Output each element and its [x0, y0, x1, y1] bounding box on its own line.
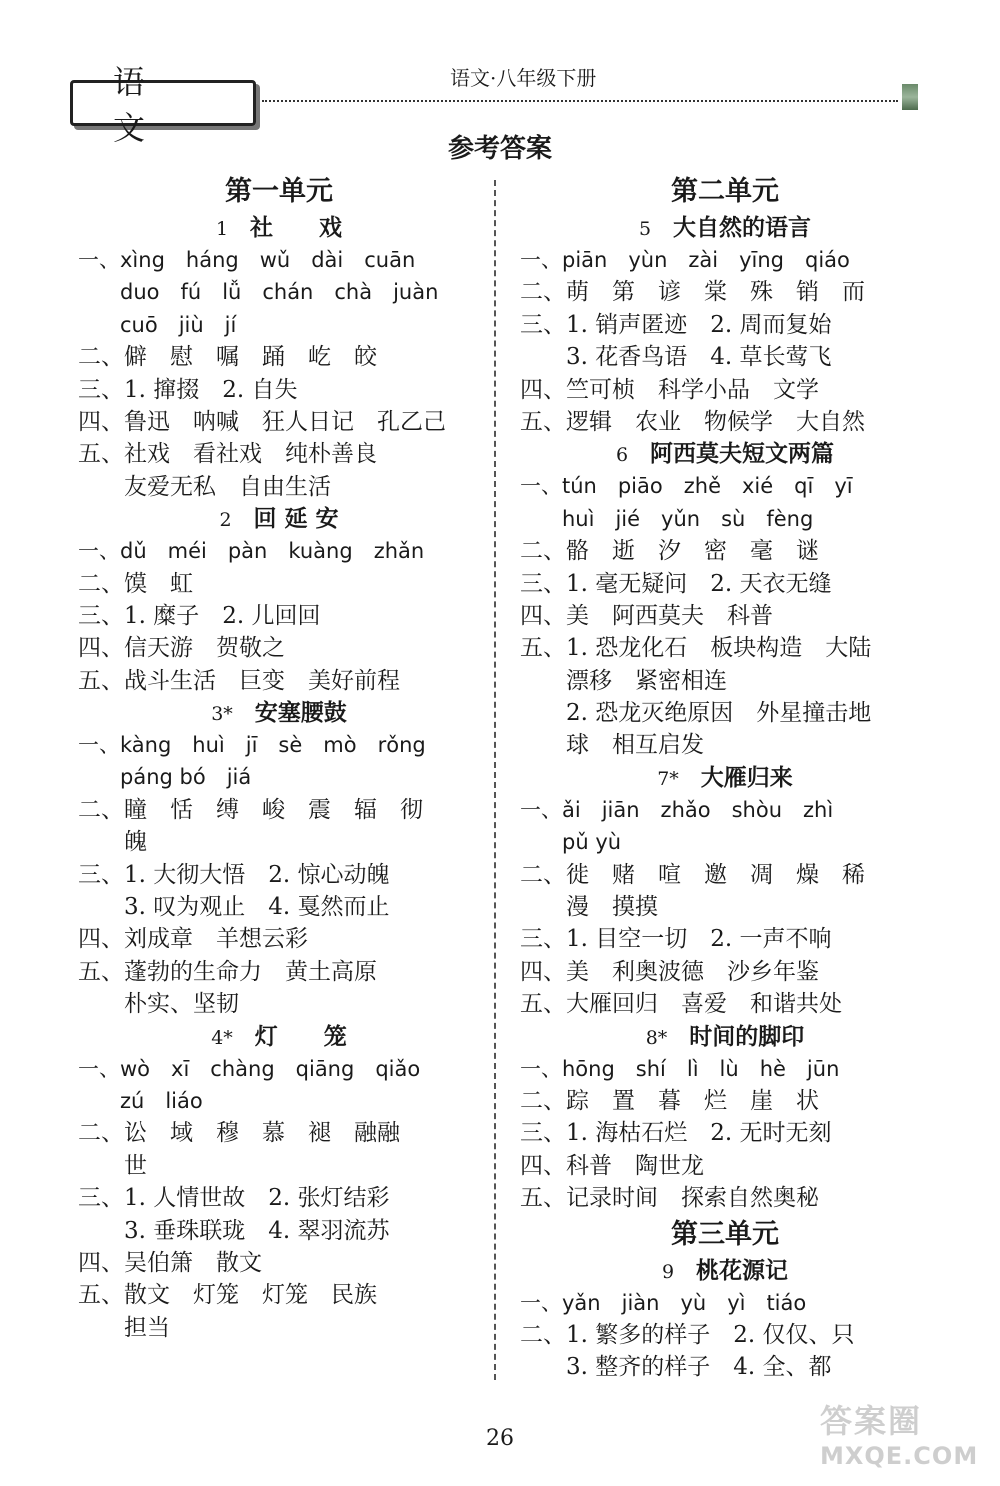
- lesson-number: 9: [661, 1260, 675, 1283]
- lesson-title: 回 延 安: [253, 506, 339, 533]
- lesson-heading: [520, 438, 930, 470]
- answer-line: 五、战斗生活 巨变 美好前程: [78, 667, 400, 694]
- pinyin-answer-line: cuō jiù jí: [78, 312, 237, 337]
- answer-line: 三、1. 糜子 2. 儿回回: [78, 602, 321, 629]
- lesson-number: 8*: [645, 1026, 668, 1049]
- answer-line: 二、踪 置 暮 烂 崖 状: [520, 1087, 819, 1114]
- unit-heading: 第二单元: [671, 176, 779, 207]
- lesson-heading: [520, 1255, 930, 1287]
- subject-badge: 语文: [70, 80, 256, 126]
- answer-line: 二、瞳 恬 缚 峻 震 辐 彻: [78, 796, 423, 823]
- pinyin-answer-line: 一、xìng háng wǔ dài cuān: [78, 248, 416, 272]
- lesson-number: 1: [215, 218, 229, 240]
- left-column: [78, 172, 480, 1344]
- watermark: [820, 1396, 979, 1476]
- answer-line: 四、鲁迅 呐喊 狂人日记 孔乙己: [78, 408, 446, 435]
- answer-line: 二、馍 虹: [78, 570, 193, 597]
- answer-line: 五、社戏 看社戏 纯朴善良: [78, 441, 377, 468]
- answer-line: 三、1. 毫无疑问 2. 天衣无缝: [520, 570, 832, 597]
- answer-line: 五、蓬勃的生命力 黄土高原: [78, 958, 377, 985]
- answer-line: 3. 叹为观止 4. 戛然而止: [78, 894, 390, 921]
- lesson-heading: [520, 762, 930, 794]
- answer-line: 三、1. 撺掇 2. 自失: [78, 376, 298, 403]
- answer-line: 五、记录时间 探索自然奥秘: [520, 1185, 819, 1212]
- answer-line: 四、信天游 贺敬之: [78, 635, 285, 662]
- pinyin-answer-line: pǔ yù: [520, 830, 622, 855]
- lesson-title: 时间的脚印: [689, 1023, 805, 1050]
- pinyin-answer-line: 一、tún piāo zhě xié qī yī: [520, 474, 853, 499]
- answer-line: 五、1. 恐龙化石 板块构造 大陆: [520, 635, 872, 662]
- lesson-number: 4*: [211, 1026, 233, 1049]
- answer-line: 三、1. 海枯石烂 2. 无时无刻: [520, 1120, 832, 1147]
- answer-line: 3. 垂珠联珑 4. 翠羽流苏: [78, 1217, 390, 1244]
- lesson-heading: [78, 697, 480, 729]
- lesson-title: 灯 笼: [254, 1023, 347, 1050]
- answer-line: 四、美 利奥波德 沙乡年鉴: [520, 958, 819, 985]
- lesson-heading: [78, 503, 480, 535]
- lesson-title: 安塞腰鼓: [254, 700, 347, 727]
- lesson-title: 大自然的语言: [673, 215, 812, 241]
- book-title: 语文·八年级下册: [440, 64, 606, 92]
- pinyin-answer-line: 一、yǎn jiàn yù yì tiáo: [520, 1290, 807, 1315]
- corner-tab-mark: [902, 84, 918, 110]
- lesson-heading: [520, 212, 930, 244]
- answer-line: 四、刘成章 羊想云彩: [78, 926, 308, 953]
- answer-line: 漂移 紧密相连: [520, 667, 727, 694]
- answer-line: 四、吴伯箫 散文: [78, 1249, 262, 1276]
- lesson-heading: [520, 1021, 930, 1053]
- unit-heading: 第一单元: [225, 176, 333, 207]
- lesson-number: 2: [219, 509, 232, 532]
- answer-line: 友爱无私 自由生活: [78, 473, 331, 500]
- answer-line: 二、僻 慰 嘱 踊 屹 皎: [78, 344, 377, 371]
- answer-line: 二、1. 繁多的样子 2. 仅仅、只: [520, 1321, 855, 1348]
- pinyin-answer-line: zú liáo: [78, 1088, 203, 1113]
- pinyin-answer-line: páng bó jiá: [78, 765, 252, 790]
- answer-line: 二、骼 逝 汐 密 毫 谜: [520, 538, 819, 565]
- pinyin-answer-line: huì jié yǔn sù fèng: [520, 506, 814, 531]
- lesson-number: 3*: [211, 703, 233, 726]
- header-dotted-line: [262, 100, 898, 102]
- pinyin-answer-line: 一、wò xī chàng qiāng qiǎo: [78, 1056, 421, 1081]
- pinyin-answer-line: 一、hōng shí lì lù hè jūn: [520, 1056, 840, 1081]
- answer-line: 四、美 阿西莫夫 科普: [520, 602, 773, 629]
- lesson-heading: [78, 1021, 480, 1053]
- pinyin-answer-line: 一、ǎi jiān zhǎo shòu zhì: [520, 797, 834, 822]
- answer-line: 三、1. 人情世故 2. 张灯结彩: [78, 1185, 390, 1212]
- lesson-title: 社 戏: [250, 215, 343, 241]
- pinyin-answer-line: 一、dǔ méi pàn kuàng zhǎn: [78, 539, 425, 564]
- lesson-title: 阿西莫夫短文两篇: [650, 441, 835, 468]
- answer-line: 五、逻辑 农业 物候学 大自然: [520, 408, 865, 435]
- unit-heading: 第三单元: [671, 1218, 779, 1250]
- answer-line: 五、散文 灯笼 灯笼 民族: [78, 1282, 377, 1309]
- answer-line: 二、讼 域 穆 慕 褪 融融: [78, 1120, 400, 1147]
- lesson-title: 桃花源记: [696, 1257, 789, 1284]
- answer-line: 五、大雁回归 喜爱 和谐共处: [520, 991, 842, 1018]
- answer-line: 3. 花香鸟语 4. 草长莺飞: [520, 344, 832, 371]
- lesson-heading: [78, 212, 480, 244]
- answer-line: 四、竺可桢 科学小品 文学: [520, 376, 819, 403]
- watermark-line2: MXQE.COM: [820, 1442, 979, 1470]
- answer-line: 2. 恐龙灭绝原因 外星撞击地: [520, 700, 872, 727]
- answer-line: 四、科普 陶世龙: [520, 1152, 704, 1179]
- page-title: 参考答案: [447, 134, 552, 164]
- answer-line: 三、1. 目空一切 2. 一声不响: [520, 926, 832, 953]
- pinyin-answer-line: 一、piān yùn zài yīng qiáo: [520, 248, 850, 272]
- answer-line: 球 相互启发: [520, 732, 704, 759]
- answer-line: 魄: [78, 829, 147, 856]
- answer-line: 朴实、坚韧: [78, 991, 239, 1018]
- pinyin-answer-line: duo fú lǚ chán chà juàn: [78, 280, 439, 305]
- lesson-number: 7*: [657, 767, 679, 790]
- answer-line: 二、徙 赌 喧 邀 凋 燥 稀: [520, 861, 865, 888]
- answer-line: 担当: [78, 1314, 170, 1341]
- watermark-line1: 答案圈: [820, 1402, 923, 1440]
- lesson-number: 6: [615, 444, 629, 467]
- answer-line: 世: [78, 1152, 147, 1179]
- column-divider: [494, 180, 496, 1380]
- answer-line: 漫 摸摸: [520, 894, 658, 921]
- answer-line: 二、萌 第 谚 棠 殊 销 而: [520, 279, 865, 306]
- lesson-number: 5: [638, 218, 652, 240]
- answer-line: 三、1. 大彻大悟 2. 惊心动魄: [78, 861, 390, 888]
- pinyin-answer-line: 一、kàng huì jī sè mò rǒng: [78, 733, 426, 758]
- lesson-title: 大雁归来: [700, 764, 793, 791]
- right-column: [520, 172, 930, 1384]
- page-number: 26: [486, 1426, 514, 1451]
- answer-line: 3. 整齐的样子 4. 全、都: [520, 1354, 832, 1381]
- answer-line: 三、1. 销声匿迹 2. 周而复始: [520, 311, 832, 338]
